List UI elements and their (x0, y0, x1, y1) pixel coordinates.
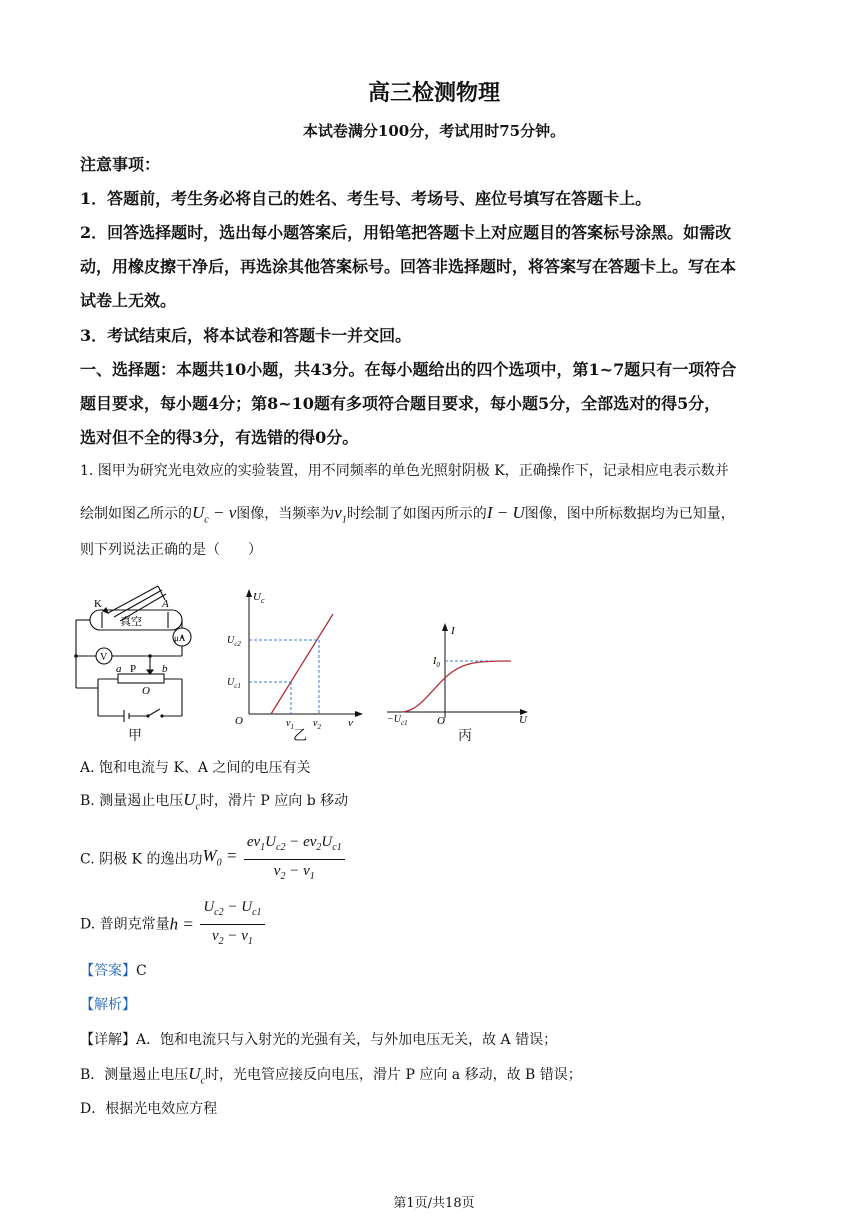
page-subtitle: 本试卷满分100分，考试用时75分钟。 (302, 122, 566, 140)
bing-y-axis-label: I (451, 625, 455, 637)
figure-yi-caption: 乙 (293, 728, 307, 744)
question-1-line-3: 则下列说法正确的是（ ） (80, 542, 262, 558)
bing-label-i0: $I_0$ (433, 656, 440, 669)
answer-tag: 【答案】 (80, 963, 136, 979)
yi-label-v2: $\nu_2$ (313, 718, 321, 731)
yi-x-axis-label: ν (348, 717, 353, 729)
notice-item-2: 2．回答选择题时，选出每小题答案后，用铅笔把答题卡上对应题目的答案标号涂黑。如需改 (80, 223, 732, 242)
yi-y-axis-label: $U_c$ (253, 591, 265, 605)
yi-label-uc1: $U_{c1}$ (227, 677, 241, 690)
figure-jia-caption: 甲 (128, 728, 142, 744)
answer-line (80, 961, 147, 981)
bing-x-axis-label: U (519, 714, 527, 726)
detail-a: 【详解】A．饱和电流只与入射光的光强有关，与外加电压无关，故 A 错误； (80, 1032, 558, 1048)
question-1-line-2: 绘制如图乙所示的$U_c - \nu$图像，当频率为$\nu_1$时绘制了如图丙所示的I − U图像，图中所标数据均为已知量， (80, 503, 735, 526)
page-title: 高三检测物理 (367, 80, 500, 106)
notice-heading: 注意事项： (80, 155, 161, 174)
label-o: O (142, 685, 150, 697)
label-vacuum: 真空 (120, 616, 142, 628)
option-d: D. 普朗克常量h = $\frac{U_{c2} - U_{c1}}{\nu_2 - \nu_1}$ (80, 897, 267, 952)
option-d-formula: $\frac{U_{c2} - U_{c1}}{\nu_2 - \nu_1}$ (200, 897, 264, 952)
figure-bing-caption: 丙 (458, 728, 472, 744)
page-footer: 第1页/共18页 (393, 1196, 475, 1211)
bing-origin: O (437, 715, 445, 727)
label-slider-p: P (130, 663, 137, 675)
question-1-line-1: 1. 图甲为研究光电效应的实验装置，用不同频率的单色光照射阴极 K，正确操作下，记录相应电表示数并 (80, 463, 729, 479)
notice-item-2-cont: 动，用橡皮擦干净后，再选涂其他答案标号。回答非选择题时，将答案写在答题卡上。写在本 (80, 257, 737, 276)
label-k: K (94, 598, 102, 610)
yi-uc-line (271, 614, 333, 714)
label-a: A (162, 598, 169, 610)
figure-bing-iu-graph (385, 620, 535, 730)
label-b-end: b (162, 663, 168, 675)
yi-label-uc2: $U_{c2}$ (227, 635, 241, 648)
detail-d: D．根据光电效应方程 (80, 1101, 218, 1117)
bing-label-neg-uc1: $-U_{c1}$ (387, 714, 408, 727)
figure-yi-uc-v-graph (225, 586, 365, 731)
label-microammeter: μA (174, 633, 186, 643)
label-voltmeter: V (100, 652, 108, 663)
answer-value: C (136, 963, 147, 979)
option-a: A. 饱和电流与 K、A 之间的电压有关 (80, 760, 311, 776)
notice-item-3: 3．考试结束后，将本试卷和答题卡一并交回。 (80, 326, 412, 345)
detail-b: B．测量遏止电压$U_c$时，光电管应接反向电压，滑片 P 应向 a 移动，故 B 错误； (80, 1064, 582, 1087)
figure-jia-circuit (70, 578, 200, 738)
section-heading-line-3: 选对但不全的得3分，有选错的得0分。 (80, 428, 359, 447)
analysis-tag: 【解析】 (80, 997, 136, 1013)
yi-label-v1: $\nu_1$ (286, 718, 294, 731)
bing-iu-curve (401, 661, 511, 712)
section-heading-line-1: 一、选择题：本题共10小题，共43分。在每小题给出的四个选项中，第1~7题只有一项符合 (80, 360, 737, 379)
option-c: C. 阴极 K 的逸出功$W_0$ = $\frac{e\nu_1U_{c2} - e\nu_2U_{c1}}{\nu_2 - \nu_1}$ (80, 832, 347, 887)
notice-item-1: 1．答题前，考生务必将自己的姓名、考生号、考场号、座位号填写在答题卡上。 (80, 189, 652, 208)
label-a-end: a (116, 663, 122, 675)
notice-item-2-end: 试卷上无效。 (80, 291, 177, 310)
section-heading-line-2: 题目要求，每小题4分；第8~10题有多项符合题目要求，每小题5分，全部选对的得5分， (80, 394, 721, 413)
option-b: B. 测量遏止电压$U_c$时，滑片 P 应向 b 移动 (80, 790, 349, 813)
option-c-formula: $\frac{e\nu_1U_{c2} - e\nu_2U_{c1}}{\nu_2 - \nu_1}$ (244, 832, 345, 887)
yi-origin: O (235, 715, 243, 727)
